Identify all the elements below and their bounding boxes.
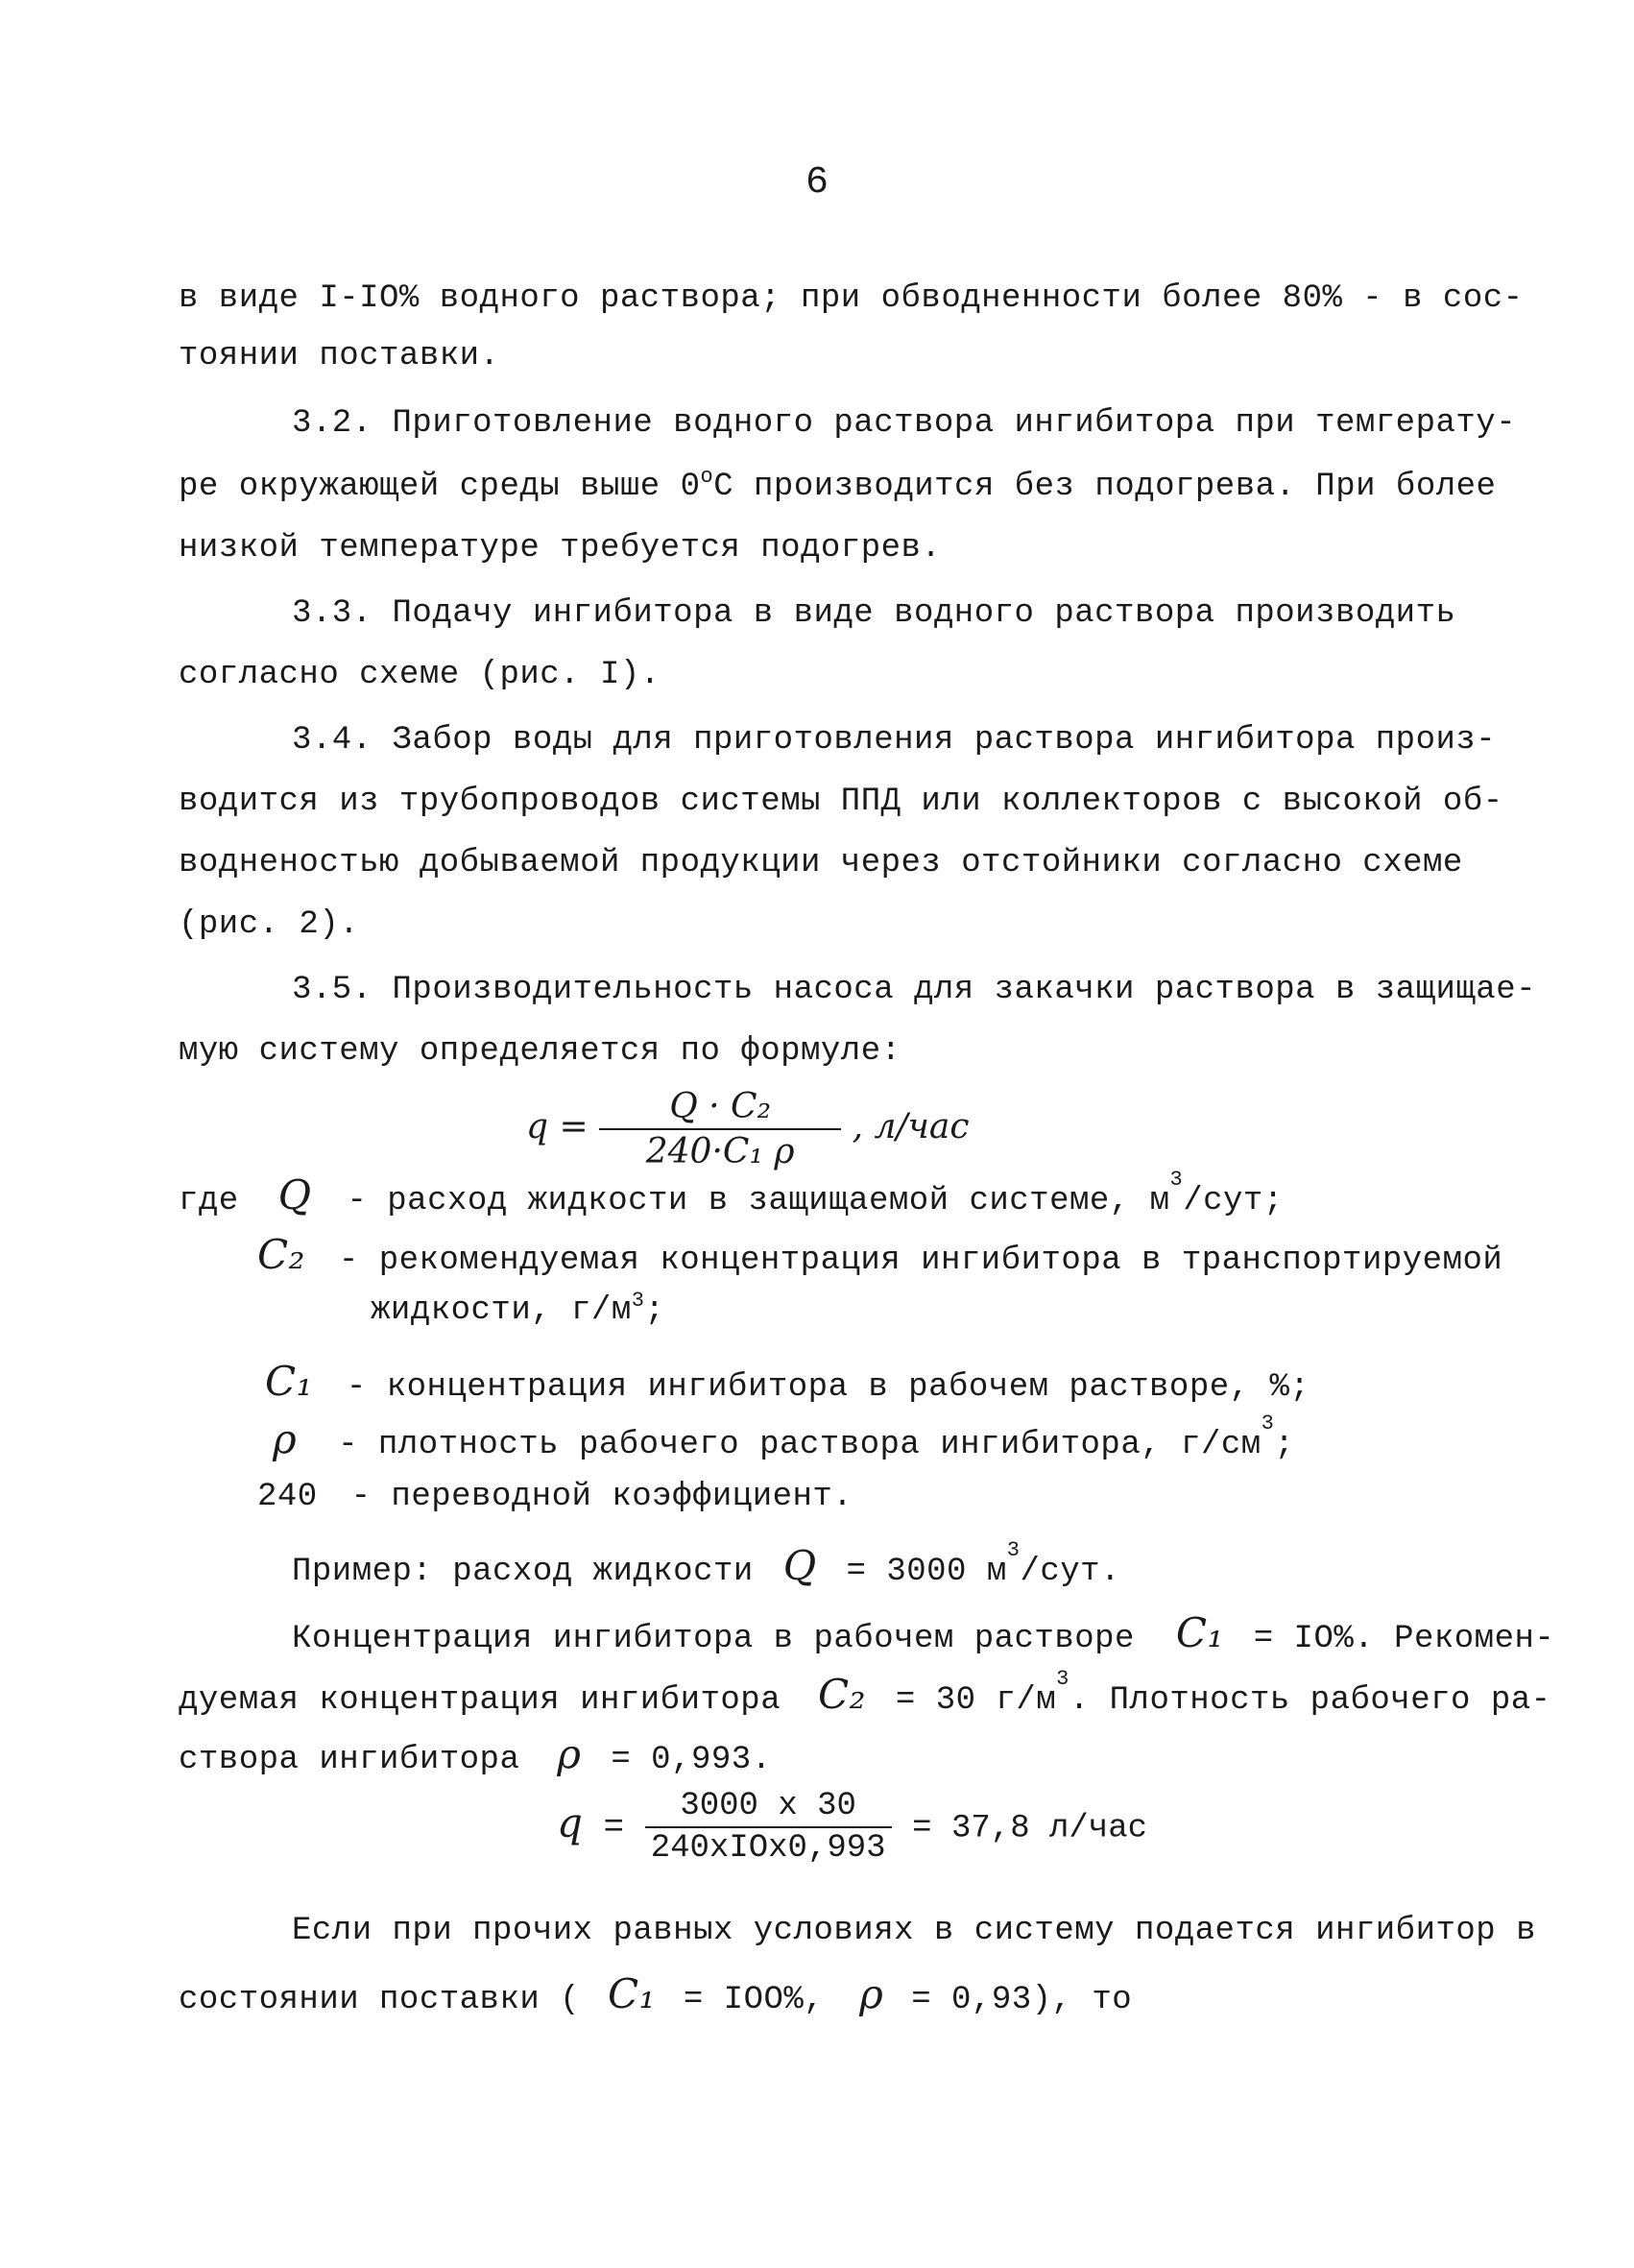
formula-lhs: q [557,1798,583,1846]
example-line-4 [179,1730,772,1778]
text-segment: = 3000 м [846,1554,1007,1590]
symbol-rho: ρ [273,1415,298,1462]
definition-rho [273,1411,1295,1463]
text-line-10: водненостью добываемой продукции через отстойники согласно схеме [179,845,1463,881]
text-line-7: согласно схеме (рис. I). [179,657,661,693]
definition-c1 [265,1358,1310,1406]
final-line-1: Если при прочих равных условиях в систему подается ингибитор в [292,1913,1537,1949]
paragraph-3-3: 3.3. Подачу ингибитора в виде водного раствора производить [292,595,1456,632]
text-line-9: водится из трубопроводов системы ППД или коллекторов с высокой об- [179,784,1503,820]
example-line-1 [292,1538,1120,1590]
definition-unit: ; [1274,1427,1295,1463]
definition-text: - концентрация ингибитора в рабочем растворе, %; [346,1369,1310,1406]
cube-superscript: 3 [1169,1168,1184,1192]
text-line-4 [179,465,1497,505]
formula-lhs: q [526,1107,549,1146]
text-segment: . Плотность рабочего ра- [1069,1682,1551,1719]
text-segment: C производится без подогрева. При более [713,469,1497,505]
text-segment: Пример: расход жидкости [292,1554,754,1590]
symbol-c1: C₁ [607,1970,656,2017]
cube-superscript: 3 [1006,1538,1021,1562]
text-line-13: мую систему определяется по формуле: [179,1033,901,1070]
formula-pump-capacity [526,1087,970,1171]
definition-text: - рекомендуемая концентрация ингибитора в транспортируемой [338,1243,1503,1279]
text-line-11: (рис. 2). [179,906,360,943]
text-line-1: в виде I-IO% водного раствора; при обводненности более 80% - в сос- [179,280,1524,317]
symbol-rho: ρ [557,1730,582,1777]
formula-denominator: 240хIOх0,993 [650,1830,886,1867]
symbol-q: Q [782,1542,817,1589]
definition-text: жидкости, г/м [371,1292,632,1329]
paragraph-3-2: 3.2. Приготовление водного раствора ингибитора при темгерату- [292,405,1517,442]
cube-superscript: 3 [1056,1667,1069,1691]
where-label: где [179,1183,239,1219]
symbol-c2: C₂ [257,1231,305,1278]
definition-coefficient [257,1479,853,1515]
text-segment: Концентрация ингибитора в рабочем растворе [292,1621,1135,1657]
page-number: 6 [805,161,829,205]
formula-result: = 37,8 л/час [912,1810,1148,1847]
example-line-2 [292,1609,1554,1657]
text-segment: створа ингибитора [179,1742,520,1778]
definition-q [179,1168,1284,1219]
definition-unit: /сут; [1183,1183,1284,1219]
definition-text: - переводной коэффициент. [350,1479,853,1515]
cube-superscript: 3 [631,1289,645,1313]
symbol-q: Q [277,1171,312,1218]
formula-numerator: Q · C₂ [599,1087,841,1130]
formula-equals: = [603,1807,625,1847]
text-line-2: тоянии поставки. [179,338,500,374]
text-segment: /сут. [1020,1554,1120,1590]
definition-c2 [257,1231,1502,1279]
symbol-240: 240 [257,1479,318,1515]
symbol-rho: ρ [859,1970,884,2017]
formula-denominator: 240·C₁ ρ [645,1132,795,1171]
text-line-5: низкой температуре требуется подогрев. [179,530,942,567]
symbol-c1: C₁ [1175,1609,1224,1656]
text-segment: состоянии поставки ( [179,1982,581,2018]
formula-example-result [557,1788,1147,1867]
formula-fraction [645,1788,892,1867]
text-segment: = IO%. Рекомен- [1253,1621,1555,1657]
example-line-3 [179,1667,1551,1719]
definition-text: - расход жидкости в защищаемой системе, м [347,1183,1170,1219]
text-segment: = 0,993. [611,1742,772,1778]
definition-text: - плотность рабочего раствора ингибитора, г/см [338,1427,1262,1463]
paragraph-3-5: 3.5. Производительность насоса для закачки раствора в защищае- [292,972,1537,1008]
degree-superscript: o [700,465,714,489]
symbol-c2: C₂ [818,1671,866,1718]
formula-equals: = [559,1107,589,1146]
text-segment: ре окружающей среды выше 0 [179,469,701,505]
text-segment: = IOO%, [683,1982,825,2018]
paragraph-3-4: 3.4. Забор воды для приготовления раствора ингибитора произ- [292,722,1497,759]
formula-fraction [599,1087,841,1171]
text-segment: дуемая концентрация ингибитора [179,1682,781,1719]
final-line-2 [179,1970,1132,2018]
definition-unit: ; [644,1292,665,1329]
formula-numerator: 3000 х 30 [645,1788,892,1828]
text-segment: = 0,93), то [911,1982,1133,2018]
text-segment: = 30 г/м [895,1682,1057,1719]
symbol-c1: C₁ [265,1358,313,1405]
formula-unit: , л/час [852,1107,970,1146]
definition-c2-cont [371,1289,665,1329]
cube-superscript: 3 [1261,1411,1275,1436]
